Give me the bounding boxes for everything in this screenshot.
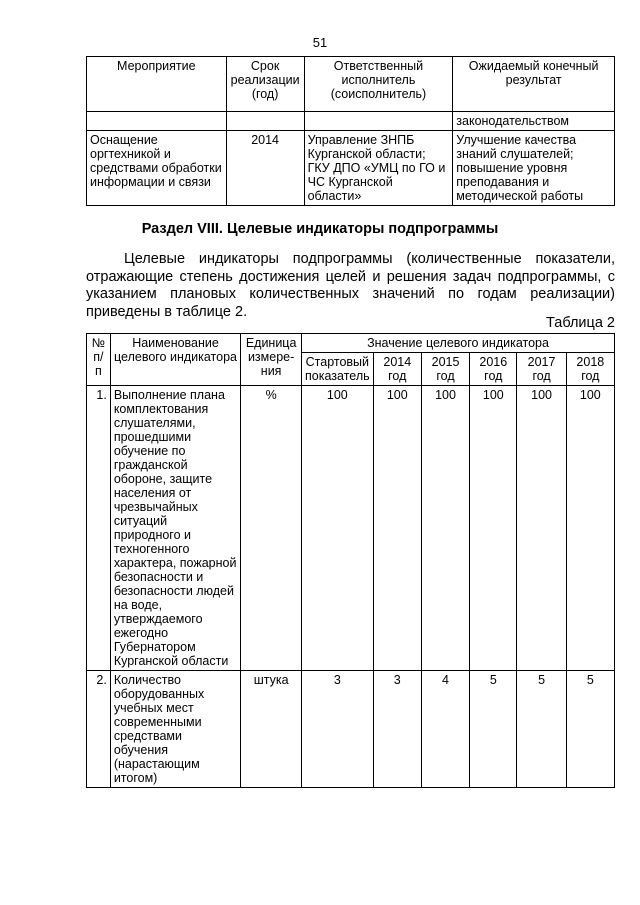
header-result: Ожидаемый конечный результат	[453, 57, 615, 112]
row-unit: штука	[241, 671, 302, 788]
header-year: Срок реализации (год)	[226, 57, 304, 112]
header-value-group: Значение целевого индикатора	[302, 334, 615, 353]
header-2014: 2014 год	[373, 353, 421, 386]
empty-cell	[226, 112, 304, 131]
paragraph-text: Целевые индикаторы подпрограммы (количественные показатели, отражающие степень достижения целей и решения задач подпрограммы, с указанием плановых количественных значений по годам реализации) приведены в таблице 2.	[86, 251, 615, 320]
paragraph	[86, 251, 615, 321]
header-2016: 2016 год	[470, 353, 517, 386]
header-2017: 2017 год	[517, 353, 566, 386]
row-2014: 3	[373, 671, 421, 788]
row-2014: 100	[373, 386, 421, 671]
row-2016: 100	[470, 386, 517, 671]
header-executor: Ответственный исполнитель (соисполнитель)	[304, 57, 453, 112]
year-cell: 2014	[226, 131, 304, 206]
executor-cell: Управление ЗНПБ Курганской области; ГКУ ДПО «УМЦ по ГО и ЧС Курганской области»	[304, 131, 453, 206]
header-name: Наименование целевого индикатора	[110, 334, 240, 386]
table-row	[87, 671, 615, 788]
indicators-table	[86, 333, 615, 788]
table-row	[87, 131, 615, 206]
table-label: Таблица 2	[546, 315, 615, 331]
row-unit: %	[241, 386, 302, 671]
row-2015: 100	[421, 386, 469, 671]
row-start: 100	[302, 386, 374, 671]
header-num: № п/п	[87, 334, 111, 386]
row-name: Количество оборудованных учебных мест современными средствами обучения (нарастающим итогом)	[110, 671, 240, 788]
row-2018: 100	[566, 386, 614, 671]
section-title: Раздел VIII. Целевые индикаторы подпрограммы	[141, 221, 499, 237]
result-cell: Улучшение качества знаний слушателей; повышение уровня преподавания и методической работы	[453, 131, 615, 206]
table-header-row	[87, 57, 615, 112]
row-num: 2.	[87, 671, 111, 788]
table-header-row	[87, 334, 615, 353]
row-2017: 5	[517, 671, 566, 788]
row-name: Выполнение плана комплектования слушателями, прошедшими обучение по гражданской обороне, защите населения от чрезвычайных ситуаций природного и техногенного характера, пожарной безопасности и безопасности людей на воде, утверждаемого ежегодно Губернатором Курганской области	[110, 386, 240, 671]
table-row	[87, 112, 615, 131]
row-2016: 5	[470, 671, 517, 788]
empty-cell	[304, 112, 453, 131]
activities-table	[86, 56, 615, 206]
event-cell: Оснащение оргтехникой и средствами обработки информации и связи	[87, 131, 227, 206]
row-2015: 4	[421, 671, 469, 788]
row-2017: 100	[517, 386, 566, 671]
header-start: Стартовый показатель	[302, 353, 374, 386]
row-2018: 5	[566, 671, 614, 788]
header-2015: 2015 год	[421, 353, 469, 386]
header-2018: 2018 год	[566, 353, 614, 386]
page-number: 51	[312, 35, 328, 50]
header-unit: Единица измере-ния	[241, 334, 302, 386]
table-row	[87, 386, 615, 671]
continuation-cell: законодательством	[453, 112, 615, 131]
row-start: 3	[302, 671, 374, 788]
header-event: Мероприятие	[87, 57, 227, 112]
empty-cell	[87, 112, 227, 131]
row-num: 1.	[87, 386, 111, 671]
